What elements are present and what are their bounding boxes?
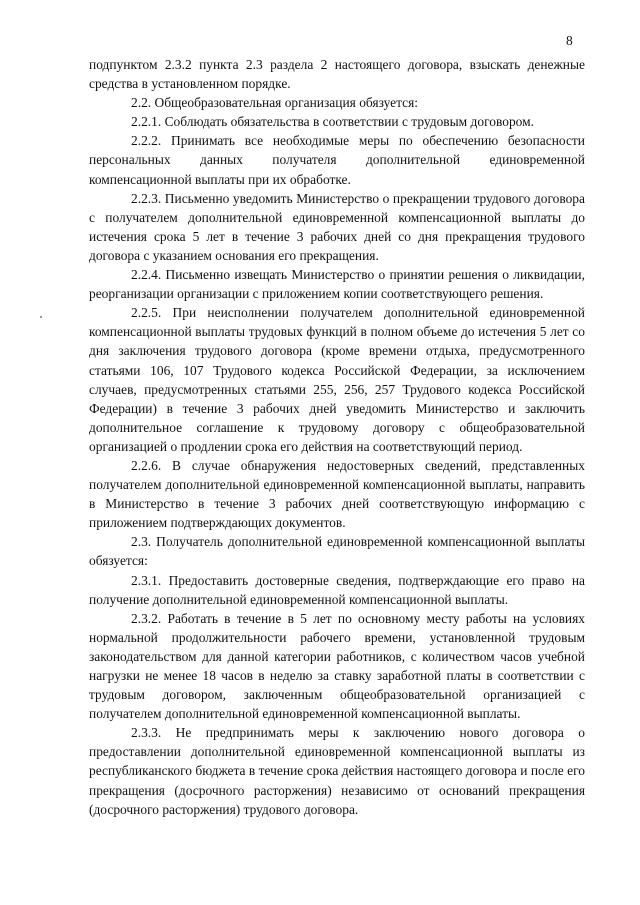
paragraph-continuation: подпунктом 2.3.2 пункта 2.3 раздела 2 настоящего договора, взыскать денежные средства в установленном порядке. bbox=[89, 57, 585, 92]
clause-2-3-3: 2.3.3. Не предпринимать меры к заключению нового договора о предоставлении дополнительной единовременной компенсационной выплаты из республиканского бюджета в течение срока действия настоящего договора и после его прекращения (досрочного расторжения) независимо от оснований прекращения (досрочного расторжения) трудового договора. bbox=[89, 725, 585, 817]
clause-2-2-3: 2.2.3. Письменно уведомить Министерство о прекращении трудового договора с получателем дополнительной единовременной компенсационной выплаты до истечения срока 5 лет в течение 3 рабочих дней со дня прекращения трудового договора с указанием основания его прекращения. bbox=[89, 190, 585, 263]
clause-2-2-6: 2.2.6. В случае обнаружения недостоверных сведений, представленных получателем дополнительной единовременной компенсационной выплаты, направить в Министерство в течение 3 рабочих дней соответствующую информацию с приложением подтверждающих документов. bbox=[89, 457, 585, 531]
clause-2-3-1: 2.3.1. Предоставить достоверные сведения, подтверждающие его право на получение дополнительной единовременной компенсационной выплаты. bbox=[89, 572, 585, 607]
clause-2-2-4: 2.2.4. Письменно извещать Министерство о принятии решения о ликвидации, реорганизации организации с приложением копии соответствующего решения. bbox=[89, 267, 585, 302]
clause-2-2-2: 2.2.2. Принимать все необходимые меры по обеспечению безопасности персональных данных получателя дополнительной единовременной компенсационной выплаты при их обработке. bbox=[89, 133, 585, 187]
section-2-2-heading: 2.2. Общеобразовательная организация обязуется: bbox=[131, 95, 419, 111]
section-2-3-heading: 2.3. Получатель дополнительной единовременной компенсационной выплаты обязуется: bbox=[89, 534, 585, 569]
clause-2-2-5: 2.2.5. При неисполнении получателем дополнительной единовременной компенсационной выплаты трудовых функций в полном объеме до истечения 5 лет со дня заключения трудового договора (кроме времени отдыха, предусмотренного статьями 106, 107 Трудового кодекса Российской Федерации, за исключением случаев, предусмотренных статьями 255, 256, 257 Трудового кодекса Российской Федерации) в течение 3 рабочих дней уведомить Министерство и заключить дополнительное соглашение к трудовому договору с общеобразовательной организацией о продлении срока его действия на соответствующий период. bbox=[89, 305, 585, 454]
document-body bbox=[89, 55, 585, 819]
clause-2-3-2: 2.3.2. Работать в течение в 5 лет по основному месту работы на условиях нормальной продолжительности рабочего времени, установленной трудовым законодательством для данной категории работников, с количеством часов учебной нагрузки не менее 18 часов в неделю за ставку заработной платы в соответствии с трудовым договором, заключенным общеобразовательной организацией с получателем дополнительной единовременной компенсационной выплаты. bbox=[89, 610, 585, 722]
page-number: 8 bbox=[566, 33, 573, 48]
clause-2-2-1: 2.2.1. Соблюдать обязательства в соответствии с трудовым договором. bbox=[131, 114, 534, 130]
scan-artifact-dot bbox=[40, 316, 42, 318]
